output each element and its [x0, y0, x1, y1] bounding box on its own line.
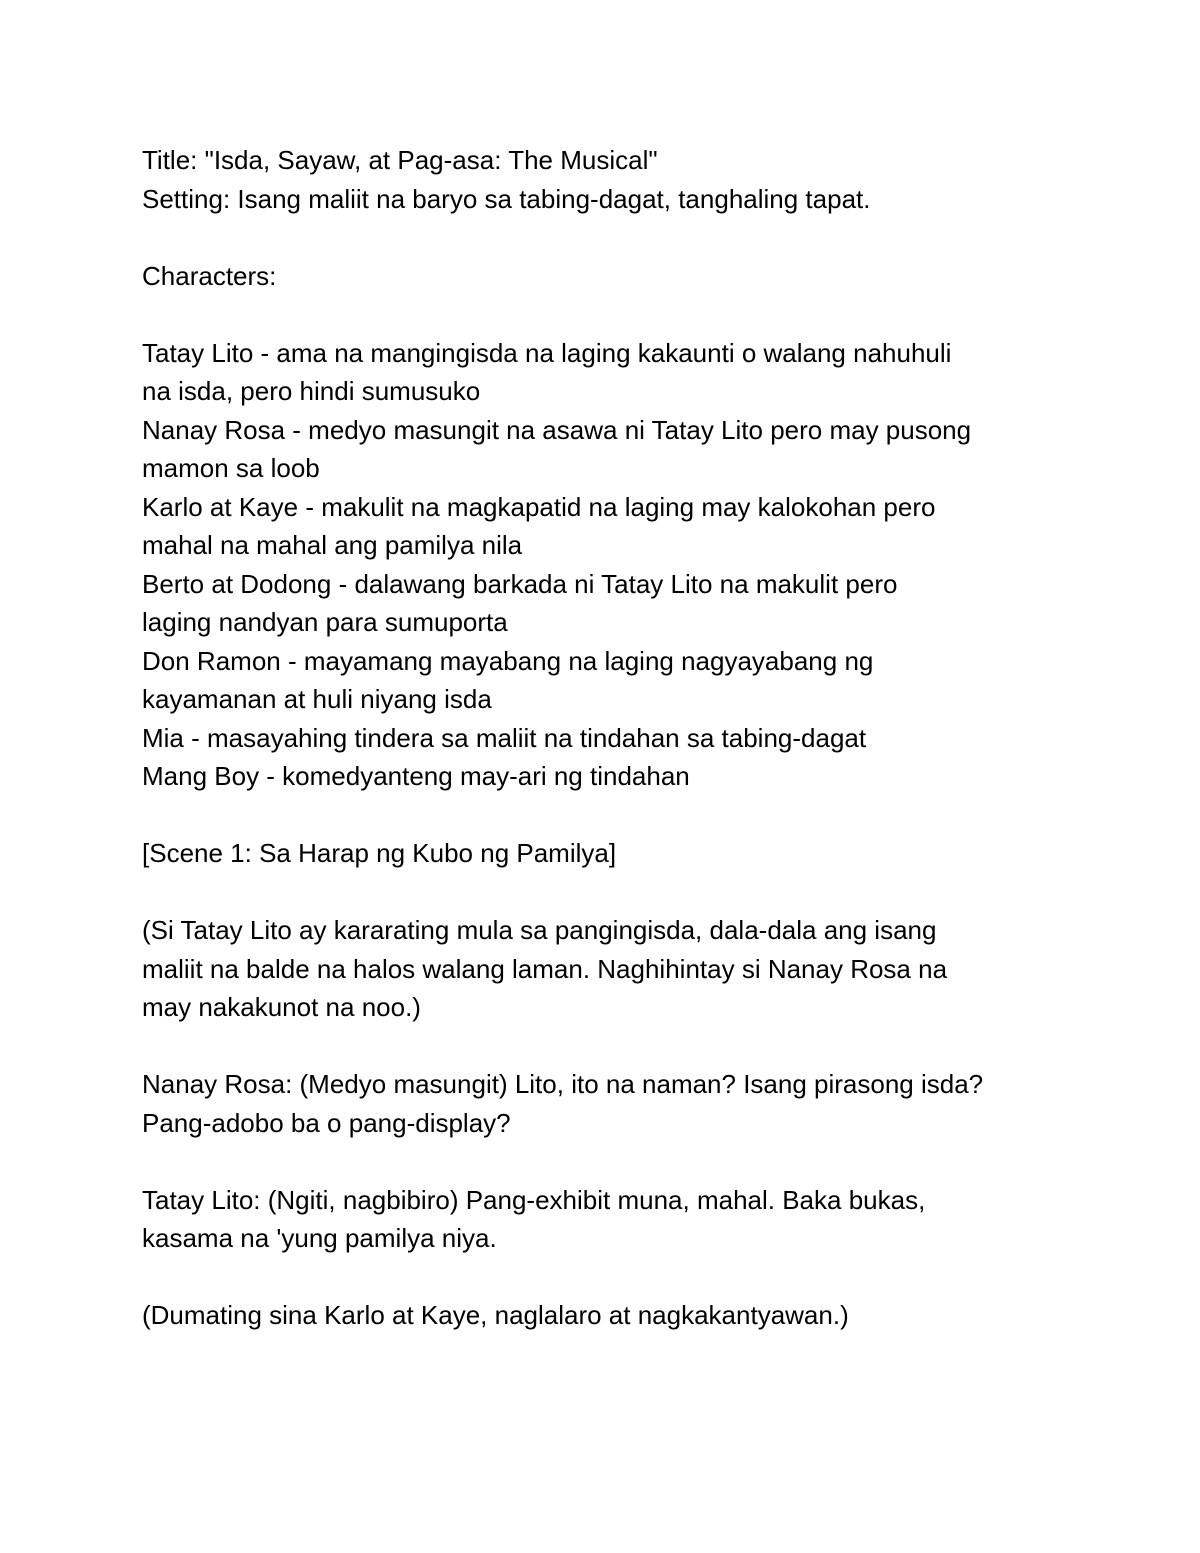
- character-entry-line: kayamanan at huli niyang isda: [142, 684, 492, 714]
- blank-line: [142, 295, 1082, 334]
- dialogue-line: Tatay Lito: (Ngiti, nagbibiro) Pang-exhibit muna, mahal. Baka bukas,: [142, 1184, 926, 1215]
- setting-line: Setting: Isang maliit na baryo sa tabing-dagat, tanghaling tapat.: [142, 183, 871, 214]
- blank-line: [142, 218, 1082, 257]
- stage-direction-line: maliit na balde na halos walang laman. Naghihintay si Nanay Rosa na: [142, 953, 948, 984]
- dialogue-nanay-rosa: [142, 1065, 1082, 1142]
- character-entry-line: Mang Boy - komedyanteng may-ari ng tindahan: [142, 761, 690, 791]
- blank-line: [142, 1027, 1082, 1066]
- blank-line: [142, 1142, 1082, 1181]
- character-entry-line: Don Ramon - mayamang mayabang na laging nagyayabang ng: [142, 645, 874, 676]
- character-entry-line: Berto at Dodong - dalawang barkada ni Tatay Lito na makulit pero: [142, 568, 898, 599]
- stage-direction: [142, 1296, 1082, 1335]
- dialogue-line: kasama na 'yung pamilya niya.: [142, 1223, 497, 1253]
- character-entry-mia: [142, 719, 1082, 758]
- character-entry-line: Nanay Rosa - medyo masungit na asawa ni Tatay Lito pero may pusong: [142, 414, 972, 445]
- stage-direction-line: (Dumating sina Karlo at Kaye, naglalaro at nagkakantyawan.): [142, 1300, 849, 1330]
- scene-heading: [Scene 1: Sa Harap ng Kubo ng Pamilya]: [142, 838, 617, 868]
- character-entry-nanay-rosa: [142, 411, 1082, 488]
- document-body: [142, 141, 1082, 1335]
- dialogue-line: Pang-adobo ba o pang-display?: [142, 1107, 511, 1138]
- dialogue-tatay-lito: [142, 1181, 1082, 1258]
- character-entry-tatay-lito: [142, 334, 1082, 411]
- character-entry-line: na isda, pero hindi sumusuko: [142, 376, 481, 406]
- stage-direction: [142, 911, 1082, 1027]
- character-entry-line: Karlo at Kaye - makulit na magkapatid na laging may kalokohan pero: [142, 491, 936, 522]
- character-entry-line: Tatay Lito - ama na mangingisda na laging kakaunti o walang nahuhuli: [142, 337, 952, 368]
- blank-line: [142, 873, 1082, 912]
- blank-line: [142, 796, 1082, 835]
- stage-direction-line: may nakakunot na noo.): [142, 992, 421, 1022]
- character-entry-mang-boy: [142, 757, 1082, 796]
- character-entry-berto-dodong: [142, 565, 1082, 642]
- character-entry-line: laging nandyan para sumuporta: [142, 607, 508, 637]
- title-line: Title: "Isda, Sayaw, at Pag-asa: The Musical": [142, 145, 658, 175]
- character-entry-karlo-kaye: [142, 488, 1082, 565]
- character-entry-line: mahal na mahal ang pamilya nila: [142, 530, 523, 560]
- character-entry-don-ramon: [142, 642, 1082, 719]
- dialogue-line: Nanay Rosa: (Medyo masungit) Lito, ito na naman? Isang pirasong isda?: [142, 1069, 984, 1099]
- blank-line: [142, 1258, 1082, 1297]
- stage-direction-line: (Si Tatay Lito ay kararating mula sa pangingisda, dala-dala ang isang: [142, 915, 937, 945]
- character-entry-line: mamon sa loob: [142, 453, 320, 483]
- characters-heading: Characters:: [142, 260, 277, 291]
- character-entry-line: Mia - masayahing tindera sa maliit na tindahan sa tabing-dagat: [142, 722, 867, 753]
